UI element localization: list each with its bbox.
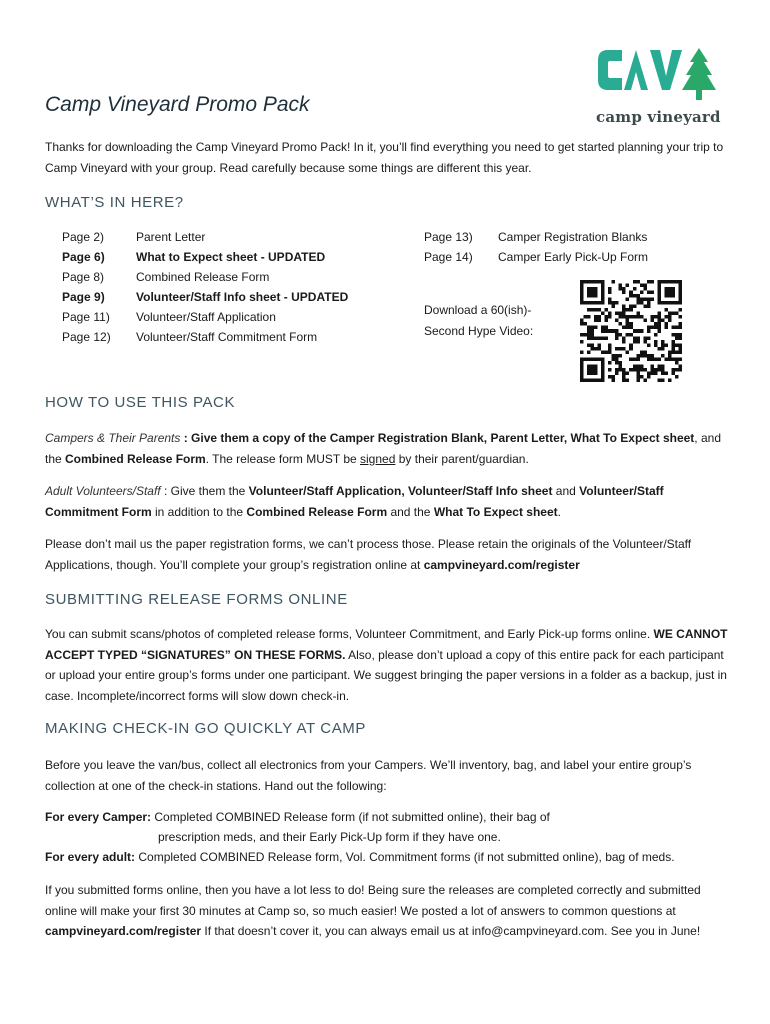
text-span: Completed COMBINED Release form (if not submitted online), their bag of — [151, 810, 550, 824]
bold-span: Camper Registration Blank, Parent Letter, What To Expect sheet — [329, 431, 695, 445]
bold-span: WE CANNOT ACCEPT TYPED “SIGNATURES” ON THESE FORMS. — [45, 627, 728, 662]
camper-item-line1 — [45, 807, 550, 827]
toc-page: Page 13) — [424, 230, 473, 244]
toc-heading: WHAT’S IN HERE? — [45, 194, 184, 211]
text-span: . — [557, 504, 561, 519]
toc-page: Page 6) — [62, 250, 105, 264]
text-span: and the — [387, 504, 434, 519]
toc-page: Page 12) — [62, 330, 111, 344]
campers-label: Campers & Their Parents — [45, 431, 181, 445]
intro-paragraph: Thanks for downloading the Camp Vineyard Promo Pack! In it, you’ll find everything you need to get started planning your trip to Camp Vineyard with your group. Read carefully because some things are different this year. — [45, 140, 724, 175]
text-span: If you submitted forms online, then you have a lot less to do! Being sure the releases are completed correctly and submitted online will make your first 30 minutes at Camp so, so much easier! We posted a lot of answers to common questions at — [45, 883, 701, 918]
underlined-span: signed — [360, 451, 396, 466]
adult-item — [45, 847, 675, 867]
submit-paragraph — [45, 624, 735, 706]
toc-label: Volunteer/Staff Info sheet - UPDATED — [136, 290, 349, 304]
toc-label: Volunteer/Staff Commitment Form — [136, 330, 318, 344]
toc-page: Page 14) — [424, 250, 473, 264]
adult-label: For every adult: — [45, 850, 136, 864]
mail-paragraph — [45, 534, 735, 575]
text-span: , and the — [45, 431, 721, 466]
bold-span: What To Expect sheet — [433, 504, 558, 519]
text-span: Please don’t mail us the paper registration forms, we can’t process those. Please retain the originals of the Volunteer/Staff Applications, though. You’ll complete your group’s registration online at — [45, 537, 692, 572]
toc-page: Page 8) — [62, 270, 105, 284]
bold-span: Combined Release Form — [246, 504, 388, 519]
page-title: Camp Vineyard Promo Pack — [45, 93, 310, 116]
text-span: : Give them a copy of the — [180, 431, 330, 445]
toc-page: Page 2) — [62, 230, 105, 244]
checkin-heading: MAKING CHECK-IN GO QUICKLY AT CAMP — [45, 720, 367, 737]
text-span: in addition to the — [151, 504, 247, 519]
register-link[interactable]: campvineyard.com/register — [423, 557, 580, 572]
text-span: Completed COMBINED Release form, Vol. Commitment forms (if not submitted online), bag of meds. — [135, 850, 675, 864]
toc-label: Camper Early Pick-Up Form — [498, 250, 649, 264]
toc-page: Page 9) — [62, 290, 105, 304]
text-span: . The release form MUST be — [205, 451, 361, 466]
final-paragraph — [45, 880, 735, 942]
text-span: Also, please don’t upload a copy of this entire pack for each participant or upload your entire group’s forms under one participant. We suggest bringing the paper versions in a folder as a backup, just in case. Incomplete/incorrect forms will slow down check-in. — [45, 647, 727, 703]
camper-label: For every Camper: — [45, 810, 152, 824]
toc-label: Camper Registration Blanks — [498, 230, 648, 244]
toc-label: Combined Release Form — [136, 270, 270, 284]
logo-text: camp vineyard — [596, 108, 721, 126]
submit-heading: SUBMITTING RELEASE FORMS ONLINE — [45, 591, 348, 608]
toc-label: What to Expect sheet - UPDATED — [136, 250, 326, 264]
checkin-paragraph: Before you leave the van/bus, collect all electronics from your Campers. We’ll inventory, bag, and label your entire group’s collection at one of the check-in stations. Hand out the following: — [45, 758, 692, 793]
how-heading: HOW TO USE THIS PACK — [45, 394, 236, 411]
camper-item-line2: prescription meds, and their Early Pick-Up form if they have one. — [158, 830, 501, 844]
toc-page: Page 11) — [62, 310, 110, 324]
text-span: If that doesn’t cover it, you can always email us at info@campvineyard.com. See you in June! — [201, 924, 701, 938]
text-span: You can submit scans/photos of completed release forms, Volunteer Commitment, and Early Pick-up forms online. — [45, 627, 654, 641]
bold-span: Volunteer/Staff Application, Volunteer/Staff Info sheet — [248, 484, 553, 498]
text-span: and — [552, 484, 580, 498]
qr-code-icon[interactable] — [580, 280, 682, 382]
bold-span: Combined Release Form — [65, 451, 206, 466]
register-link[interactable]: campvineyard.com/register — [45, 924, 202, 938]
toc-label: Parent Letter — [136, 230, 206, 244]
adults-paragraph — [45, 481, 735, 522]
video-download-label: Download a 60(ish)-Second Hype Video: — [424, 303, 534, 338]
bold-span: Volunteer/Staff Commitment Form — [45, 484, 664, 519]
text-span: by their parent/guardian. — [395, 451, 529, 466]
toc-label: Volunteer/Staff Application — [136, 310, 276, 324]
campers-paragraph — [45, 428, 735, 469]
adults-label: Adult Volunteers/Staff — [45, 484, 161, 498]
text-span: : Give them the — [160, 484, 249, 498]
